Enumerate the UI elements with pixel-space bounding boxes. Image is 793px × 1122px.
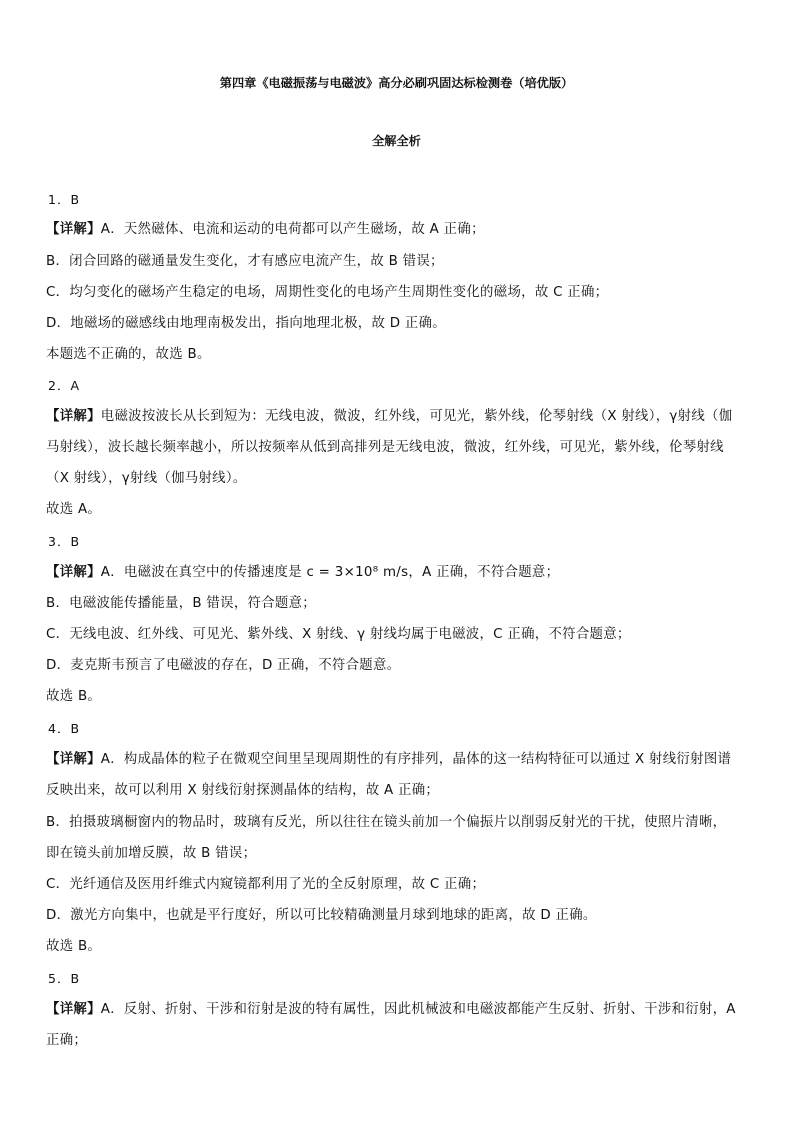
answer-number-5: 5．B — [48, 971, 81, 986]
q2-line-1-text: 电磁波按波长从长到短为：无线电波，微波，红外线，可见光，紫外线，伦琴射线（X 射线），γ射线（伽 — [100, 409, 733, 424]
q4-line-1-text: A．构成晶体的粒子在微观空间里呈现周期性的有序排列，晶体的这一结构特征可以通过 X 射线衍射图谱 — [100, 752, 732, 767]
answer-number-3: 3．B — [48, 534, 81, 549]
q1-line-1 — [46, 221, 756, 239]
q3-line-1 — [46, 564, 756, 582]
q5-line-1-text: A．反射、折射、干涉和衍射是波的特有属性，因此机械波和电磁波都能产生反射、折射、干涉和衍射，A — [100, 1002, 736, 1017]
q1-line-2: B．闭合回路的磁通量发生变化，才有感应电流产生，故 B 错误； — [46, 254, 444, 269]
page-title: 第四章《电磁振荡与电磁波》高分必刷巩固达标检测卷（培优版） — [219, 76, 574, 90]
detail-tag: 【详解】 — [46, 1002, 101, 1017]
detail-tag: 【详解】 — [46, 222, 101, 237]
q3-line-3: C．无线电波、红外线、可见光、紫外线、X 射线、γ 射线均属于电磁波，C 正确，不符合题意； — [46, 627, 631, 642]
q3-line-4: D．麦克斯韦预言了电磁波的存在，D 正确，不符合题意。 — [46, 658, 401, 673]
q4-line-2: 反映出来，故可以利用 X 射线衍射探测晶体的结构，故 A 正确； — [46, 783, 440, 798]
q4-line-3: B．拍摄玻璃橱窗内的物品时，玻璃有反光，所以往往在镜头前加一个偏振片以削弱反射光的干扰，使照片清晰， — [46, 815, 727, 830]
answer-number-1: 1．B — [48, 192, 81, 207]
q2-line-2: 马射线），波长越长频率越小，所以按频率从低到高排列是无线电波，微波，红外线，可见光，紫外线，伦琴射线 — [46, 440, 724, 455]
q1-line-1-text: A．天然磁体、电流和运动的电荷都可以产生磁场，故 A 正确； — [100, 222, 485, 237]
detail-tag: 【详解】 — [46, 752, 101, 767]
q4-line-4: 即在镜头前加增反膜，故 B 错误； — [46, 846, 257, 861]
q1-line-4: D．地磁场的磁感线由地理南极发出，指向地理北极，故 D 正确。 — [46, 316, 446, 331]
q2-line-1 — [46, 408, 756, 426]
q4-line-1 — [46, 751, 756, 769]
q2-line-3: （X 射线），γ射线（伽马射线）。 — [46, 471, 247, 486]
q4-line-5: C．光纤通信及医用纤维式内窥镜都利用了光的全反射原理，故 C 正确； — [46, 877, 486, 892]
q1-line-3: C．均匀变化的磁场产生稳定的电场，周期性变化的电场产生周期性变化的磁场，故 C 正确； — [46, 285, 609, 300]
answer-number-2: 2．A — [48, 378, 81, 393]
q5-line-1 — [46, 1001, 756, 1019]
detail-tag: 【详解】 — [46, 409, 101, 424]
q3-line-5: 故选 B。 — [46, 689, 102, 704]
q4-line-6: D．激光方向集中，也就是平行度好，所以可比较精确测量月球到地球的距离，故 D 正确。 — [46, 908, 597, 923]
q1-line-5: 本题选不正确的，故选 B。 — [46, 347, 211, 362]
detail-tag: 【详解】 — [46, 565, 101, 580]
q4-line-7: 故选 B。 — [46, 939, 102, 954]
q3-line-1-text: A．电磁波在真空中的传播速度是 c = 3×10⁸ m/s，A 正确，不符合题意； — [100, 565, 560, 580]
q2-line-4: 故选 A。 — [46, 502, 102, 517]
q3-line-2: B．电磁波能传播能量，B 错误，符合题意； — [46, 596, 316, 611]
page-subtitle: 全解全析 — [372, 134, 421, 148]
q5-line-2: 正确； — [46, 1033, 88, 1048]
answer-number-4: 4．B — [48, 721, 81, 736]
